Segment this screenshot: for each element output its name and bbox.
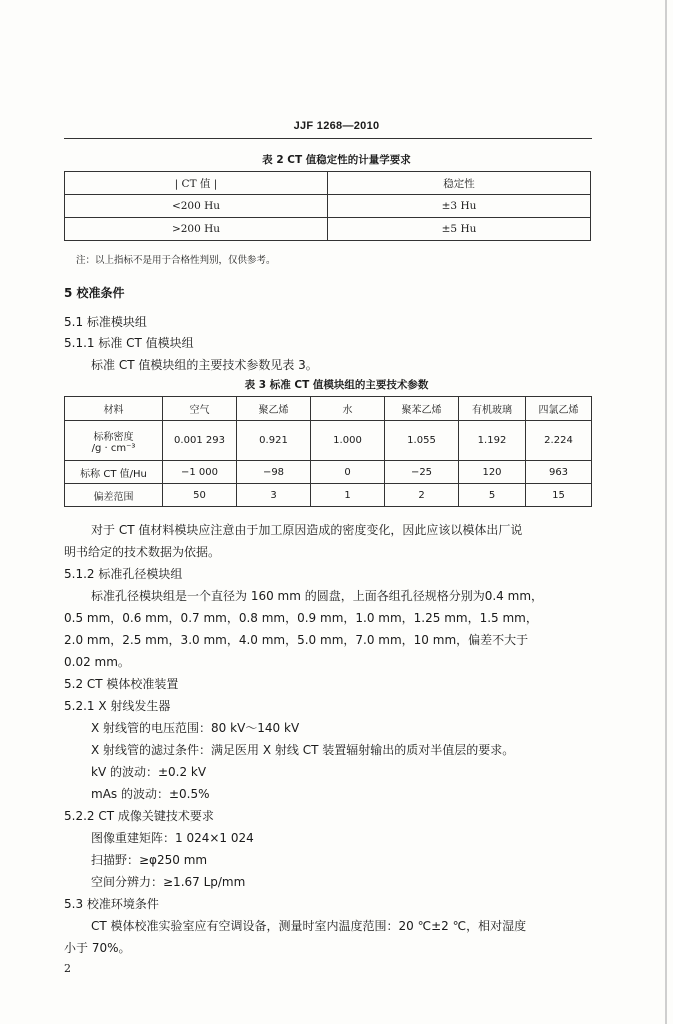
table-cell: 0.001 293 (163, 421, 237, 461)
section-5-2-2-heading: 5.2.2 CT 成像关键技术要求 (64, 809, 214, 823)
paragraph: 扫描野：≥φ250 mm (91, 853, 208, 867)
table3-header-material: 材料 (65, 397, 163, 421)
standard-code: JJF 1268—2010 (293, 120, 380, 132)
table3 (64, 396, 592, 507)
table2 (64, 171, 591, 241)
table-cell: 1.000 (311, 421, 385, 461)
paragraph: X 射线管的电压范围：80 kV～140 kV (91, 721, 300, 735)
table-cell: 2 (385, 484, 459, 507)
table-row (65, 484, 592, 507)
header-rule (64, 138, 592, 139)
table3-header: 聚乙烯 (237, 397, 311, 421)
page-number: 2 (64, 962, 71, 975)
table-cell: 963 (526, 461, 592, 484)
paragraph: mAs 的波动：±0.5% (91, 787, 210, 801)
table-cell: 1.055 (385, 421, 459, 461)
density-label-line2: /g · cm⁻³ (91, 442, 136, 454)
table-cell: 50 (163, 484, 237, 507)
paragraph: 标准孔径模块组是一个直径为 160 mm 的圆盘，上面各组孔径规格分别为0.4 mm， (91, 589, 544, 603)
section-5-1-2-heading: 5.1.2 标准孔径模块组 (64, 567, 183, 581)
section-5-heading: 5 校准条件 (64, 286, 125, 300)
table-cell: ±5 Hu (328, 218, 591, 241)
paragraph: 小于 70%。 (64, 941, 131, 955)
table2-note: 注：以上指标不是用于合格性判别，仅供参考。 (76, 255, 276, 266)
paragraph: 0.5 mm，0.6 mm，0.7 mm，0.8 mm，0.9 mm，1.0 mm，1.25 mm，1.5 mm， (64, 611, 538, 625)
paragraph: 明书给定的技术数据为依据。 (64, 545, 221, 559)
table-cell: 3 (237, 484, 311, 507)
table-row (65, 218, 591, 241)
section-5-1-heading: 5.1 标准模块组 (64, 315, 147, 329)
table3-header: 水 (311, 397, 385, 421)
paragraph: 2.0 mm，2.5 mm，3.0 mm，4.0 mm，5.0 mm，7.0 mm，10 mm，偏差不大于 (64, 633, 529, 647)
paragraph: CT 模体校准实验室应有空调设备，测量时室内温度范围：20 ℃±2 ℃，相对湿度 (91, 919, 527, 933)
paragraph: 0.02 mm。 (64, 655, 130, 669)
paragraph: kV 的波动：±0.2 kV (91, 765, 207, 779)
table3-header: 空气 (163, 397, 237, 421)
table-cell: −98 (237, 461, 311, 484)
table-cell: −1 000 (163, 461, 237, 484)
table3-caption: 表 3 标准 CT 值模块组的主要技术参数 (244, 379, 429, 391)
table3-header: 四氯乙烯 (526, 397, 592, 421)
table3-row-label (65, 421, 163, 461)
table2-caption: 表 2 CT 值稳定性的计量学要求 (262, 154, 411, 166)
table-cell: <200 Hu (65, 195, 328, 218)
paragraph: 标准 CT 值模块组的主要技术参数见表 3。 (91, 358, 318, 372)
table-cell: −25 (385, 461, 459, 484)
section-5-2-1-heading: 5.2.1 X 射线发生器 (64, 699, 171, 713)
table-cell: 120 (459, 461, 526, 484)
table3-header: 有机玻璃 (459, 397, 526, 421)
paragraph: 空间分辨力：≥1.67 Lp/mm (91, 875, 246, 889)
section-5-2-heading: 5.2 CT 模体校准装置 (64, 677, 179, 691)
table-cell: ±3 Hu (328, 195, 591, 218)
table-row (65, 397, 592, 421)
table-cell: 5 (459, 484, 526, 507)
table-cell: 0 (311, 461, 385, 484)
table-row (65, 461, 592, 484)
section-5-1-1-heading: 5.1.1 标准 CT 值模块组 (64, 336, 194, 350)
paragraph: 对于 CT 值材料模块应注意由于加工原因造成的密度变化，因此应该以模体出厂说 (91, 523, 523, 537)
table-cell: 1 (311, 484, 385, 507)
table-row (65, 172, 591, 195)
table-row (65, 195, 591, 218)
table-cell: 15 (526, 484, 592, 507)
density-label-line1: 标称密度 (93, 431, 134, 443)
table-cell: 0.921 (237, 421, 311, 461)
table3-row-label: 标称 CT 值/Hu (65, 461, 163, 484)
paragraph: 图像重建矩阵：1 024×1 024 (91, 831, 254, 845)
table3-header: 聚苯乙烯 (385, 397, 459, 421)
table2-header-stability: 稳定性 (328, 172, 591, 195)
paragraph: X 射线管的滤过条件：满足医用 X 射线 CT 装置辐射输出的质对半值层的要求。 (91, 743, 515, 757)
table-cell: 2.224 (526, 421, 592, 461)
table-cell: >200 Hu (65, 218, 328, 241)
section-5-3-heading: 5.3 校准环境条件 (64, 897, 159, 911)
table2-header-ct: | CT 值 | (65, 172, 328, 195)
table-cell: 1.192 (459, 421, 526, 461)
table-row (65, 421, 592, 461)
table3-row-label: 偏差范围 (65, 484, 163, 507)
